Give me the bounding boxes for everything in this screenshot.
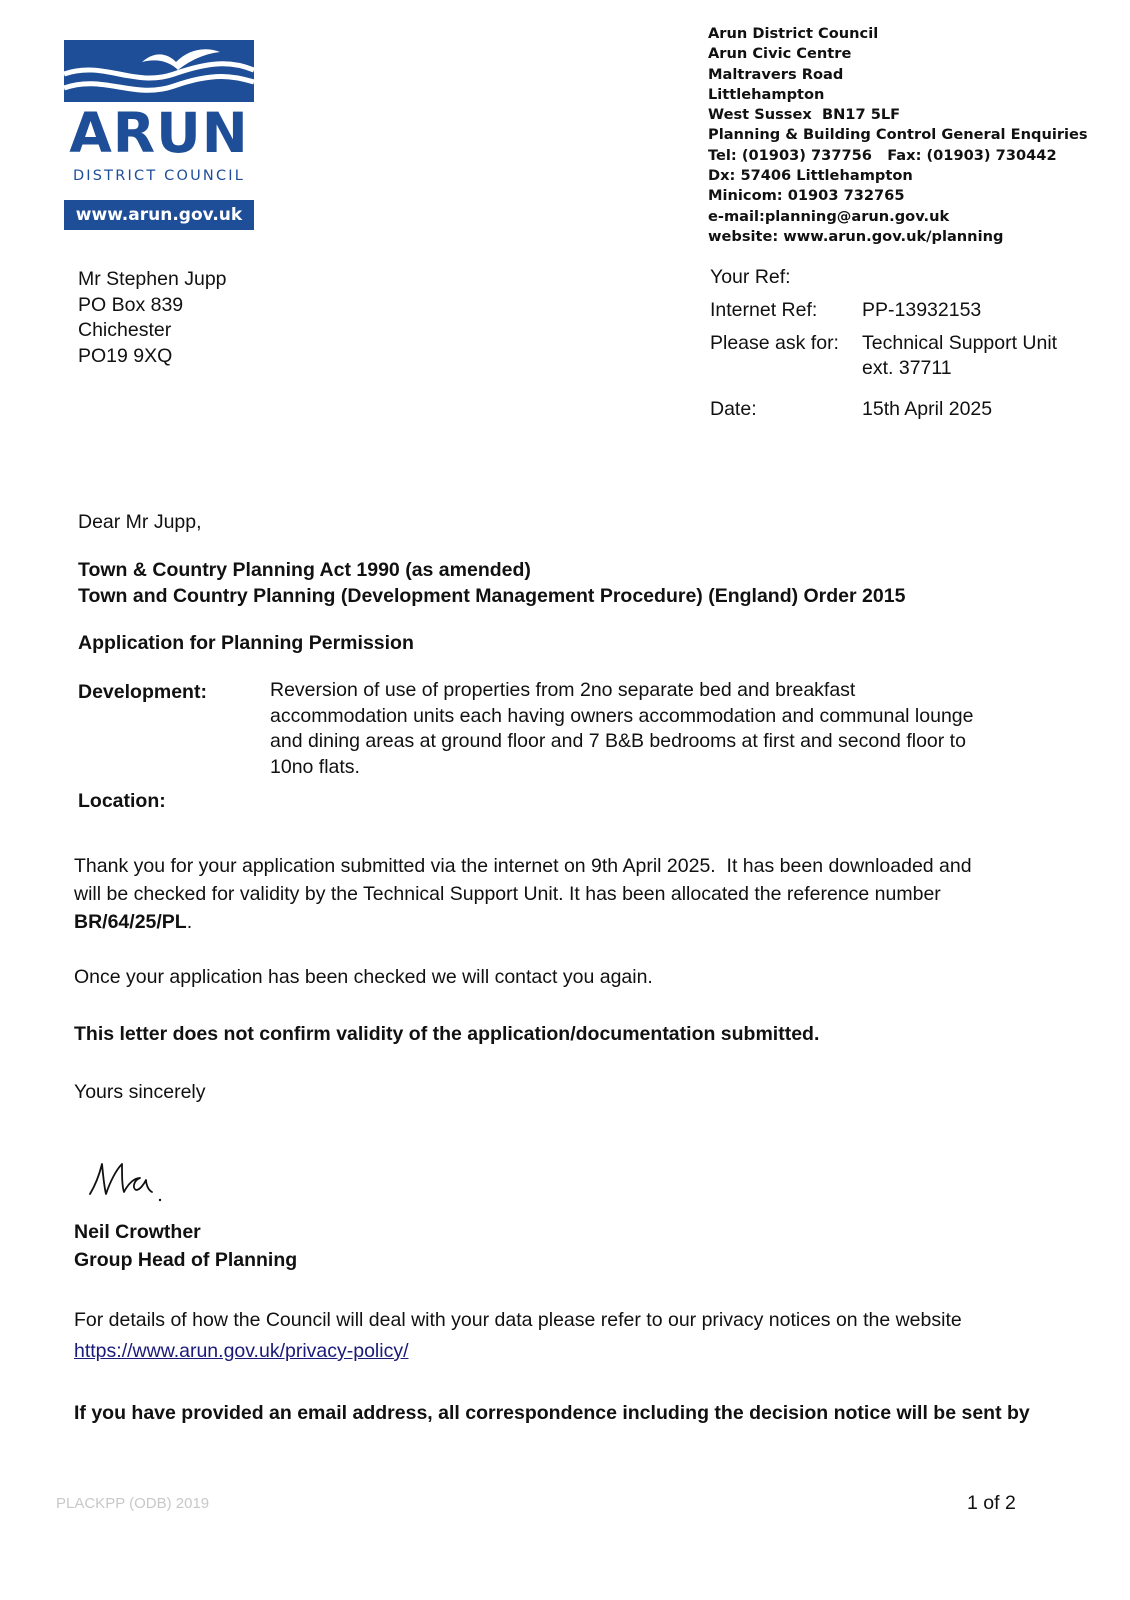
development-label: Development: — [78, 681, 207, 703]
reference-line — [74, 909, 192, 937]
logo-subtitle: DISTRICT COUNCIL — [72, 168, 246, 184]
signatory-name: Neil Crowther — [74, 1221, 201, 1243]
ask-for-label: Please ask for: — [710, 332, 839, 354]
internet-ref-label: Internet Ref: — [710, 299, 818, 321]
handwritten-signature — [82, 1150, 172, 1206]
thanks-line-1: Thank you for your application submitted via the internet on 9th April 2025. It has been downloaded and — [74, 855, 972, 877]
application-title: Application for Planning Permission — [78, 632, 414, 654]
privacy-policy-link[interactable]: https://www.arun.gov.uk/privacy-policy/ — [74, 1340, 409, 1362]
privacy-text: For details of how the Council will deal with your data please refer to our privacy notices on the website — [74, 1309, 962, 1331]
your-ref-label: Your Ref: — [710, 266, 791, 288]
email-note: If you have provided an email address, all correspondence including the decision notice will be sent by — [74, 1402, 1030, 1424]
contact-again-text: Once your application has been checked we will contact you again. — [74, 966, 653, 988]
council-email: e-mail:planning@arun.gov.uk — [708, 207, 950, 225]
council-line: Arun District Council — [708, 25, 879, 42]
council-line: Dx: 57406 Littlehampton — [708, 167, 913, 185]
recipient-line: Chichester — [78, 319, 172, 341]
development-description — [270, 678, 974, 780]
recipient-line: PO19 9XQ — [78, 344, 173, 367]
page-number: 1 of 2 — [967, 1492, 1016, 1514]
logo-wordmark: ARUN — [69, 101, 249, 165]
recipient-line: Mr Stephen Jupp — [78, 268, 227, 290]
closing: Yours sincerely — [74, 1081, 206, 1103]
council-line: West Sussex BN17 5LF — [708, 106, 901, 124]
ask-for-value: Technical Support Unit — [862, 332, 1058, 354]
internet-ref-value: PP-13932153 — [862, 299, 982, 321]
council-website: website: www.arun.gov.uk/planning — [708, 227, 1004, 245]
footer-form-code: PLACKPP (ODB) 2019 — [56, 1495, 210, 1512]
date-value: 15th April 2025 — [862, 398, 993, 420]
council-line: Arun Civic Centre — [708, 45, 852, 63]
council-line: Maltravers Road — [708, 65, 844, 83]
act-heading-2: Town and Country Planning (Development Management Procedure) (England) Order 2015 — [78, 585, 906, 607]
act-heading-1: Town & Country Planning Act 1990 (as amended) — [78, 559, 531, 581]
reference-suffix: . — [186, 911, 193, 933]
arun-logo — [64, 40, 254, 230]
reference-number: BR/64/25/PL — [74, 911, 187, 933]
development-line: 10no flats. — [270, 755, 360, 778]
signatory-title: Group Head of Planning — [74, 1249, 298, 1271]
location-label: Location: — [78, 790, 166, 812]
recipient-line: PO Box 839 — [78, 293, 184, 316]
logo-url: www.arun.gov.uk — [64, 200, 254, 230]
council-line: Planning & Building Control General Enquiries — [708, 126, 1088, 144]
council-line: Littlehampton — [708, 85, 825, 103]
development-line: accommodation units each having owners accommodation and communal lounge — [270, 704, 974, 727]
thanks-line-2: will be checked for validity by the Technical Support Unit. It has been allocated the reference number — [74, 883, 941, 905]
seagull-wave-emblem — [64, 40, 254, 102]
development-line: and dining areas at ground floor and 7 B&B bedrooms at first and second floor to — [270, 730, 966, 752]
salutation: Dear Mr Jupp, — [78, 511, 202, 533]
validity-note: This letter does not confirm validity of the application/documentation submitted. — [74, 1023, 820, 1045]
recipient-address — [78, 267, 227, 369]
development-line: Reversion of use of properties from 2no separate bed and breakfast — [270, 679, 856, 701]
council-line: Minicom: 01903 732765 — [708, 187, 905, 205]
date-label: Date: — [710, 398, 757, 420]
council-line: Tel: (01903) 737756 Fax: (01903) 730442 — [708, 146, 1057, 164]
privacy-link-line — [74, 1338, 409, 1366]
council-address-block — [708, 24, 1088, 247]
ask-for-extension: ext. 37711 — [862, 357, 952, 379]
